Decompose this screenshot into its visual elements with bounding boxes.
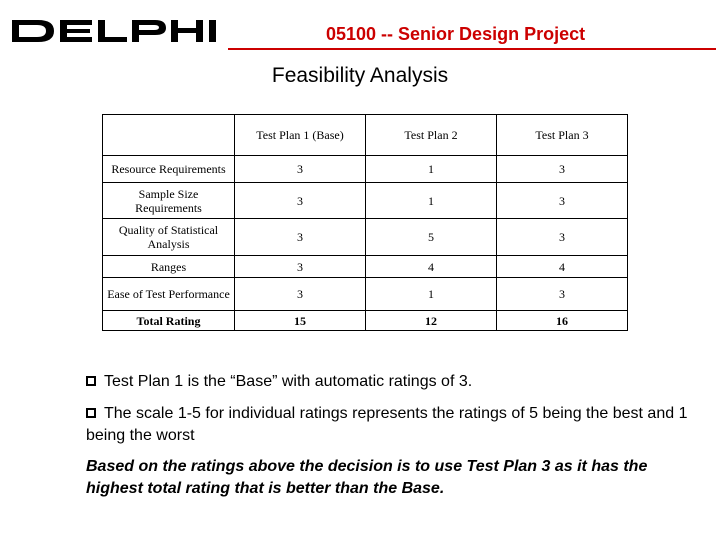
table-cell: 1 (366, 183, 497, 219)
table-header-row (103, 115, 628, 156)
row-label: Ease of Test Performance (103, 278, 235, 311)
ratings-table (102, 114, 628, 331)
checkbox-bullet-icon (86, 408, 96, 418)
table-cell: 4 (497, 256, 628, 278)
table-cell: 3 (497, 278, 628, 311)
row-label: Resource Requirements (103, 156, 235, 183)
bullet-item (86, 403, 690, 447)
table-row (103, 278, 628, 311)
slide-title: Feasibility Analysis (271, 64, 449, 87)
table-cell: 3 (497, 156, 628, 183)
table-row (103, 183, 628, 219)
table-header-cell (103, 115, 235, 156)
table-header-cell: Test Plan 2 (366, 115, 497, 156)
table-cell: 1 (366, 156, 497, 183)
table-row (103, 156, 628, 183)
table-cell: 5 (366, 219, 497, 256)
table-row (103, 219, 628, 256)
table-cell: 1 (366, 278, 497, 311)
checkbox-bullet-icon (86, 376, 96, 386)
delphi-logo (10, 18, 222, 44)
row-label: Ranges (103, 256, 235, 278)
conclusion-text: Based on the ratings above the decision is to use Test Plan 3 as it has the highest total rating that is better than the Base. (86, 458, 648, 497)
table-cell: 3 (497, 219, 628, 256)
table-cell: 16 (497, 311, 628, 331)
table-header-cell: Test Plan 3 (497, 115, 628, 156)
header-title: 05100 -- Senior Design Project (326, 24, 586, 44)
bullet-text: The scale 1-5 for individual ratings represents the ratings of 5 being the best and 1 being the worst (86, 405, 688, 444)
table-cell: 3 (235, 278, 366, 311)
table-cell: 3 (235, 183, 366, 219)
table-cell: 12 (366, 311, 497, 331)
row-label: Quality of Statistical Analysis (103, 219, 235, 256)
table-cell: 3 (235, 156, 366, 183)
table-cell: 4 (366, 256, 497, 278)
bullet-item (86, 371, 690, 393)
table-cell: 3 (497, 183, 628, 219)
table-cell: 15 (235, 311, 366, 331)
row-label: Total Rating (103, 311, 235, 331)
header-divider (228, 48, 716, 50)
row-label: Sample Size Requirements (103, 183, 235, 219)
table-header-cell: Test Plan 1 (Base) (235, 115, 366, 156)
total-row (103, 311, 628, 331)
table-cell: 3 (235, 219, 366, 256)
table-row (103, 256, 628, 278)
table-cell: 3 (235, 256, 366, 278)
bullet-text: Test Plan 1 is the “Base” with automatic ratings of 3. (104, 373, 473, 390)
